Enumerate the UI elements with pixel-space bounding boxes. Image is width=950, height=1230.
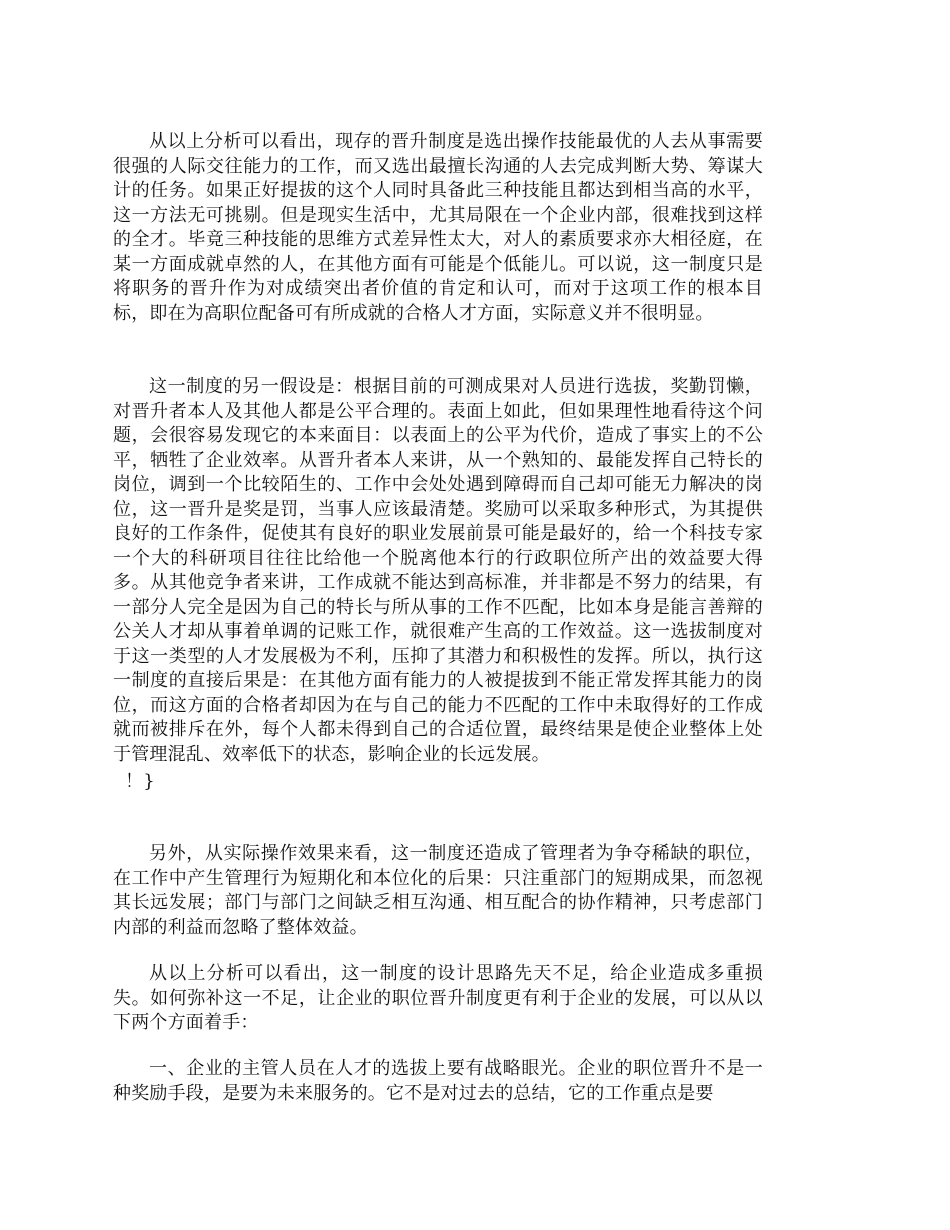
paragraph-strategic-vision: 一、企业的主管人员在人才的选拔上要有战略眼光。企业的职位晋升不是一种奖励手段，是要为未来服务的。它不是对过去的总结，它的工作重点是要: [113, 1058, 763, 1104]
paragraph-fairness-assumption: 这一制度的另一假设是：根据目前的可测成果对人员进行选拔，奖勤罚懒，对晋升者本人及其他人都是公平合理的。表面上如此，但如果理性地看待这个问题，会很容易发现它的本来面目：以表面上的公平为代价，造成了事实上的不公平，牺牲了企业效率。从晋升者本人来讲，从一个熟知的、最能发挥自己特长的岗位，调到一个比较陌生的、工作中会处处遇到障碍而自己却可能无力解决的岗位，这一晋升是奖是罚，当事人应该最清楚。奖励可以采取多种形式，为其提供良好的工作条件，促使其有良好的职业发展前景可能是最好的，给一个科技专家一个大的科研项目往往比给他一个脱离他本行的行政职位所产出的效益要大得多。从其他竞争者来讲，工作成就不能达到高标准，并非都是不努力的结果，有一部分人完全是因为自己的特长与所从事的工作不匹配，比如本身是能言善辩的公关人才却从事着单调的记账工作，就很难产生高的工作效益。这一选拔制度对于这一类型的人才发展极为不利，压抑了其潜力和积极性的发挥。所以，执行这一制度的直接后果是：在其他方面有能力的人被提拔到不能正常发挥其能力的岗位，而这方面的合格者却因为在与自己的能力不匹配的工作中未取得好的工作成就而被排斥在外，每个人都未得到自己的合适位置，最终结果是使企业整体上处于管理混乱、效率低下的状态，影响企业的长远发展。: [113, 376, 763, 765]
paragraph-design-flaws: 从以上分析可以看出，这一制度的设计思路先天不足，给企业造成多重损失。如何弥补这一不足，让企业的职位晋升制度更有利于企业的发展，可以从以下两个方面着手：: [113, 963, 763, 1033]
paragraph-practical-effects: 另外，从实际操作效果来看，这一制度还造成了管理者为争夺稀缺的职位，在工作中产生管理行为短期化和本位化的后果：只注重部门的短期成果，而忽视其长远发展；部门与部门之间缺乏相互沟通、相互配合的协作精神，只考虑部门内部的利益而忽略了整体效益。: [113, 843, 763, 938]
stray-marks: ！}: [125, 771, 155, 792]
paragraph-current-promotion-analysis: 从以上分析可以看出，现存的晋升制度是选出操作技能最优的人去从事需要很强的人际交往能力的工作，而又选出最擅长沟通的人去完成判断大势、筹谋大计的任务。如果正好提拔的这个人同时具备此三种技能且都达到相当高的水平，这一方法无可挑剔。但是现实生活中，尤其局限在一个企业内部，很难找到这样的全才。毕竟三种技能的思维方式差异性太大，对人的素质要求亦大相径庭，在某一方面成就卓然的人，在其他方面有可能是个低能儿。可以说，这一制度只是将职务的晋升作为对成绩突出者价值的肯定和认可，而对于这项工作的根本目标，即在为高职位配备可有所成就的合格人才方面，实际意义并不很明显。: [113, 131, 763, 324]
